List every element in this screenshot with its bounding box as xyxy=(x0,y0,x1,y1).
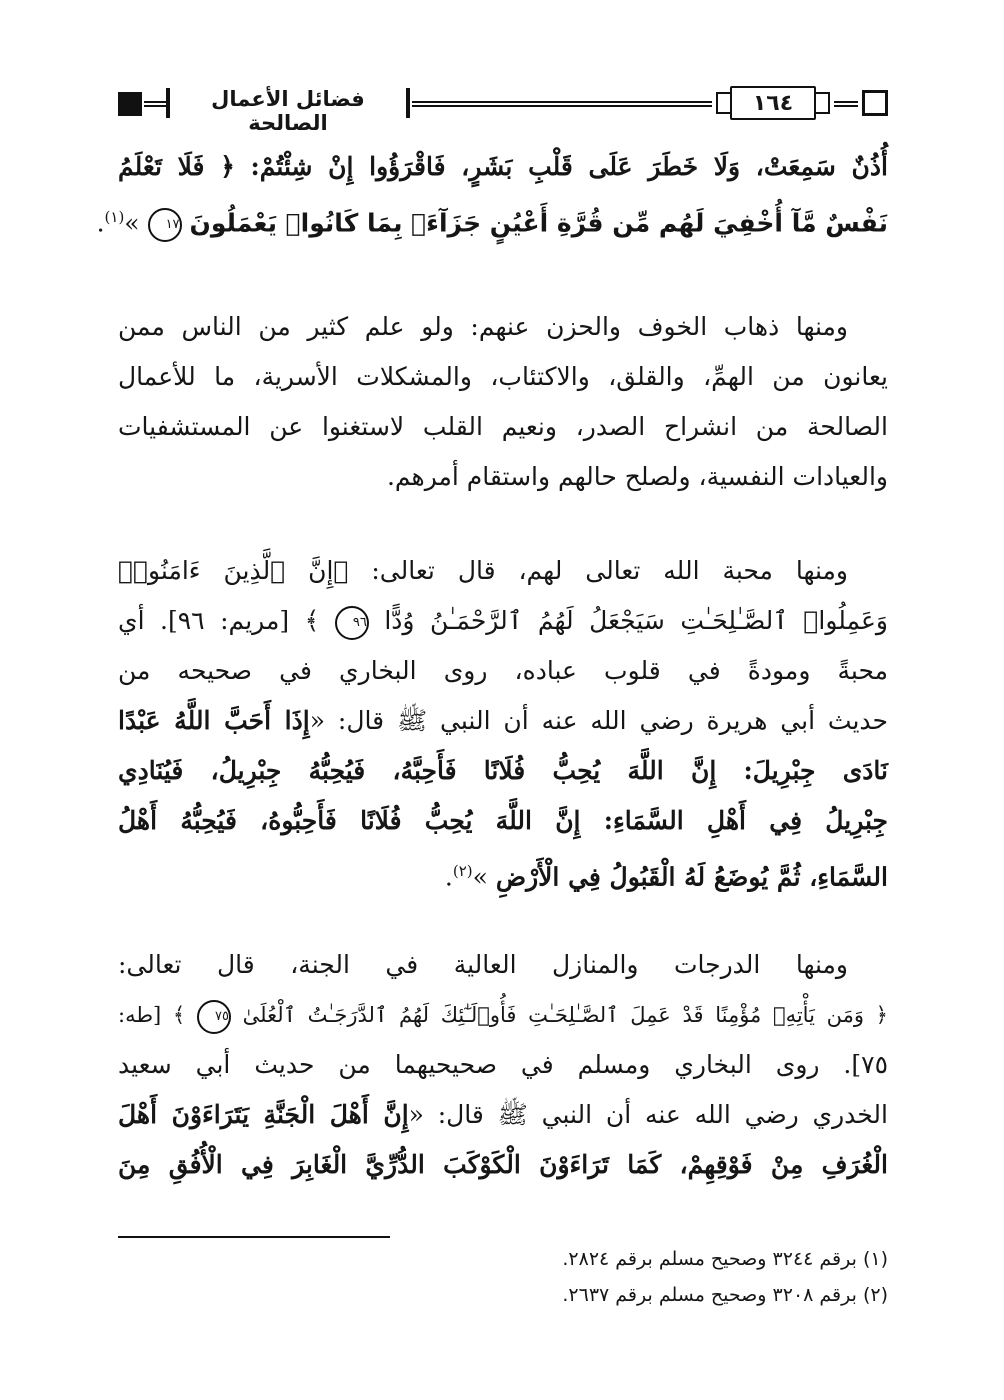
quran-text: وَعَمِلُوا۟ ٱلصَّـٰلِحَـٰتِ سَيَجْعَلُ لَهُمُ ٱلرَّحْمَـٰنُ وُدًّا xyxy=(384,606,888,635)
footnote-2: (٢) برقم ٣٢٠٨ وصحيح مسلم برقم ٢٦٣٧. xyxy=(562,1284,888,1306)
header-rule xyxy=(144,101,166,107)
hadith-line: نَادَى جِبْرِيلَ: إِنَّ اللَّهَ يُحِبُّ فُلَانًا فَأَحِبَّهُ، فَيُحِبُّهُ جِبْرِيلُ، فَيُنَادِي xyxy=(118,756,888,785)
text-line: الصالحة من انشراح الصدر، ونعيم القلب لاستغنوا عن المستشفيات xyxy=(118,412,888,441)
footnote-1: (١) برقم ٣٢٤٤ وصحيح مسلم برقم ٢٨٢٤. xyxy=(562,1248,888,1270)
text-line: أُذُنٌ سَمِعَتْ، وَلَا خَطَرَ عَلَى قَلْبِ بَشَرٍ، فَاقْرَؤُوا إِنْ شِئْتُمْ: ﴿ فَلَا تَعْلَمُ xyxy=(118,152,888,181)
text-line: والعيادات النفسية، ولصلح حالهم واستقام أمرهم. xyxy=(386,462,888,491)
ayah-number-marker: ١٧ xyxy=(148,208,182,242)
quran-text: نَفْسٌ مَّآ أُخْفِيَ لَهُم مِّن قُرَّةِ أَعْيُنٍ جَزَآءَۢ بِمَا كَانُوا۟ يَعْمَلُونَ xyxy=(189,208,888,238)
text-line: يعانون من الهمِّ، والقلق، والاكتئاب، والمشكلات الأسرية، ما للأعمال xyxy=(118,362,888,391)
page-number-frame xyxy=(730,86,816,120)
paragraph-love-of-allah xyxy=(118,546,888,896)
text-line: ومنها الدرجات والمنازل العالية في الجنة، قال تعالى: xyxy=(118,950,848,979)
quote-close: » xyxy=(124,208,140,238)
footnote-ref: (١) xyxy=(104,208,125,226)
text-line xyxy=(118,696,888,746)
text-line xyxy=(118,990,888,1040)
surah-reference: ﴾ [طه: xyxy=(118,1003,186,1027)
text-line: محبةً ومودةً في قلوب عباده، روى البخاري في صحيحه من xyxy=(118,656,888,685)
text-line xyxy=(118,596,888,646)
text-line xyxy=(118,1090,888,1140)
header-ornament-right xyxy=(862,90,888,116)
text-line: ٧٥]. روى البخاري ومسلم في صحيحيهما من حديث أبي سعيد xyxy=(118,1050,888,1079)
footnote-separator xyxy=(118,1236,390,1238)
page-number: ١٦٤ xyxy=(752,90,794,116)
hadith-text: إِذَا أَحَبَّ اللَّهُ عَبْدًا xyxy=(118,706,310,735)
text-line: نَفْسٌ مَّآ أُخْفِيَ لَهُم مِّن قُرَّةِ أَعْيُنٍ جَزَآءَۢ بِمَا كَانُوا۟ يَعْمَلُونَ ١٧ »$^{(١)}$. xyxy=(118,192,888,242)
text-line: ومنها ذهاب الخوف والحزن عنهم: ولو علم كثير من الناس ممن xyxy=(118,312,848,341)
text-line: السَّمَاءِ، ثُمَّ يُوضَعُ لَهُ الْقَبُولُ فِي الْأَرْضِ »$^{(٢)}$. xyxy=(444,862,888,892)
text-line: ومنها محبة الله تعالى لهم، قال تعالى: ﴿إِنَّ ٱلَّذِينَ ءَامَنُوا۟ xyxy=(118,556,848,585)
footnote-ref: (٢) xyxy=(452,862,473,880)
paragraph-high-ranks xyxy=(118,940,888,1190)
header-ornament-left xyxy=(118,92,142,116)
hadith-line: الْغُرَفِ مِنْ فَوْقِهِمْ، كَمَا تَرَاءَوْنَ الْكَوْكَبَ الدُّرِّيَّ الْغَابِرَ فِي الْأُفُقِ مِنَ xyxy=(118,1150,888,1179)
narration-intro: حديث أبي هريرة رضي الله عنه أن النبي ﷺ قال: « xyxy=(309,706,888,735)
hadith-text: السَّمَاءِ، ثُمَّ يُوضَعُ لَهُ الْقَبُولُ فِي الْأَرْضِ xyxy=(495,862,888,892)
paragraph-continuation xyxy=(96,142,888,242)
ayah-number-marker: ٧٥ xyxy=(197,1000,231,1034)
surah-reference: ﴾ [مريم: ٩٦]. أي xyxy=(118,606,320,635)
header-title: فضائل الأعمال الصالحة xyxy=(211,87,365,135)
quran-text: ﴿ وَمَن يَأْتِهِۦ مُؤْمِنًا قَدْ عَمِلَ ٱلصَّـٰلِحَـٰتِ فَأُو۟لَـٰٓئِكَ لَهُمُ ٱلدَّرَجَـٰتُ ٱلْعُلَىٰ xyxy=(242,1003,888,1027)
running-header xyxy=(118,84,888,135)
book-page xyxy=(96,84,888,1344)
ayah-number-marker: ٩٦ xyxy=(335,606,369,640)
hadith-text: إِنَّ أَهْلَ الْجَنَّةِ يَتَرَاءَوْنَ أَهْلَ xyxy=(118,1100,409,1129)
hadith-line: جِبْرِيلُ فِي أَهْلِ السَّمَاءِ: إِنَّ اللَّهَ يُحِبُّ فُلَانًا فَأَحِبُّوهُ، فَيُحِبُّهُ أَهْلُ xyxy=(118,806,888,835)
header-rule xyxy=(834,101,858,107)
paragraph-fear-grief xyxy=(118,302,888,502)
narration-intro: الخدري رضي الله عنه أن النبي ﷺ قال: « xyxy=(408,1100,888,1129)
header-rule xyxy=(412,101,712,107)
quote-close: » xyxy=(472,862,488,892)
header-divider xyxy=(406,88,410,118)
